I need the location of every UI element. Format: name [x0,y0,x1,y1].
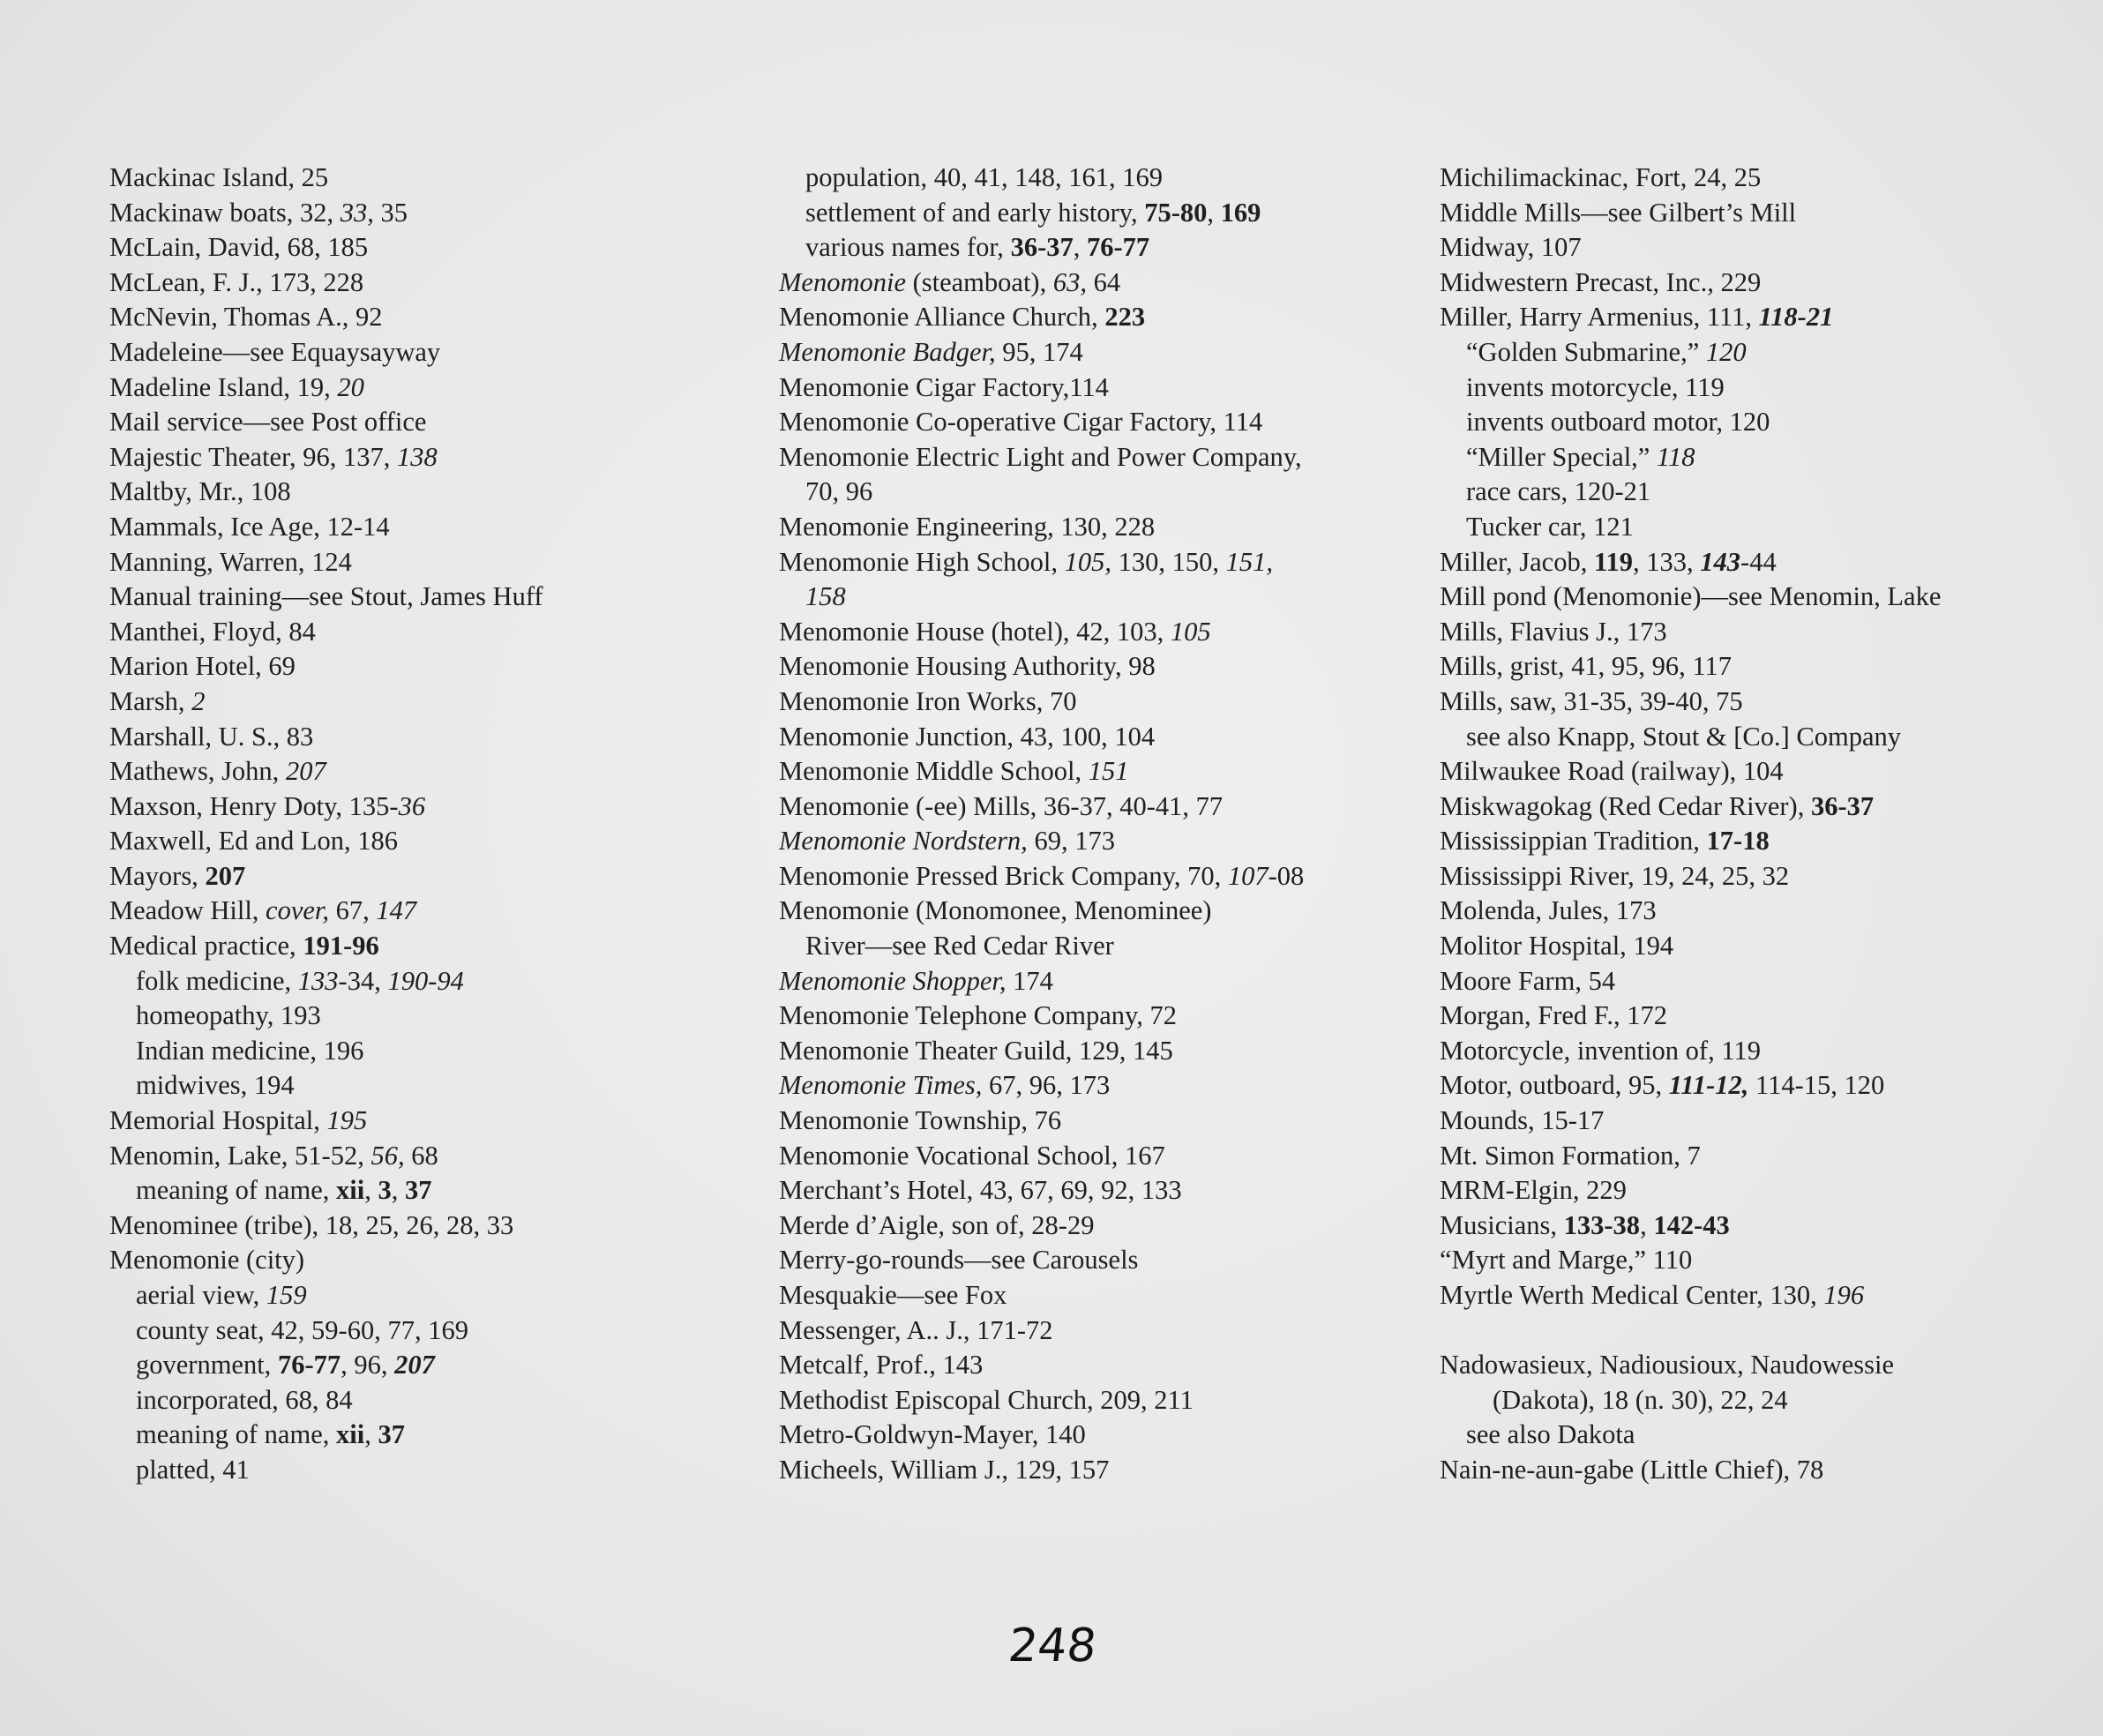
index-subentry: meaning of name, xii, 3, 37 [136,1175,432,1206]
page-number: 248 [1006,1620,1099,1672]
index-subentry: settlement of and early history, 75-80, 169 [805,197,1261,228]
index-entry: Menomonie Engineering, 130, 228 [779,511,1156,542]
index-entry: Menomonie Co-operative Cigar Factory, 114 [779,407,1263,438]
index-entry: Molitor Hospital, 194 [1440,931,1674,962]
index-entry: Nain-ne-aun-gabe (Little Chief), 78 [1440,1454,1824,1485]
index-entry: Manual training—see Stout, James Huff [109,581,543,612]
index-entry: Milwaukee Road (railway), 104 [1440,756,1784,787]
index-entry: Memorial Hospital, 195 [109,1105,368,1136]
index-entry: Motor, outboard, 95, 111-12, 114-15, 120 [1440,1070,1885,1101]
index-entry: Menomonie Shopper, 174 [779,965,1053,996]
index-entry-continuation: 158 [805,581,846,612]
index-entry: Micheels, William J., 129, 157 [779,1454,1110,1485]
index-entry: Mills, grist, 41, 95, 96, 117 [1440,651,1733,682]
index-subentry: invents outboard motor, 120 [1466,407,1770,438]
index-subentry: invents motorcycle, 119 [1466,371,1725,402]
index-entry: Menomonie Pressed Brick Company, 70, 107-08 [779,860,1305,891]
index-entry: Mt. Simon Formation, 7 [1440,1140,1701,1171]
index-gap [1440,1313,2092,1349]
index-entry: Mounds, 15-17 [1440,1105,1605,1136]
index-entry: MRM-Elgin, 229 [1440,1175,1627,1206]
index-subentry: race cars, 120-21 [1466,476,1651,507]
index-subentry: “Miller Special,” 118 [1466,441,1695,472]
index-entry: Moore Farm, 54 [1440,965,1616,996]
index-entry: Majestic Theater, 96, 137, 138 [109,441,438,472]
index-subentry: county seat, 42, 59-60, 77, 169 [136,1314,468,1345]
index-subentry: folk medicine, 133-34, 190-94 [136,965,464,996]
index-subentry: see also Knapp, Stout & [Co.] Company [1466,721,1902,752]
index-entry: Menomonie Badger, 95, 174 [779,336,1083,367]
index-entry-continuation: (Dakota), 18 (n. 30), 22, 24 [1493,1384,1788,1415]
index-entry: Musicians, 133-38, 142-43 [1440,1209,1730,1240]
index-entry: Menomonie House (hotel), 42, 103, 105 [779,616,1211,647]
index-entry: Morgan, Fred F., 172 [1440,1000,1667,1031]
index-entry: Maxson, Henry Doty, 135-36 [109,790,426,821]
index-entry: Metro-Goldwyn-Mayer, 140 [779,1419,1086,1450]
index-subentry: “Golden Submarine,” 120 [1466,336,1747,367]
index-subentry: platted, 41 [136,1454,250,1485]
index-entry: Menomonie (steamboat), 63, 64 [779,266,1121,297]
index-subentry: midwives, 194 [136,1070,295,1101]
index-column-3 [1440,161,2092,1488]
index-entry: Miller, Jacob, 119, 133, 143-44 [1440,546,1777,577]
index-entry: Merde d’Aigle, son of, 28-29 [779,1209,1095,1240]
index-column-1 [109,161,762,1488]
index-entry: McLain, David, 68, 185 [109,232,369,263]
index-entry: Medical practice, 191-96 [109,931,379,962]
index-entry: Myrtle Werth Medical Center, 130, 196 [1440,1280,1865,1310]
index-entry: Menomonie Township, 76 [779,1105,1062,1136]
index-entry: Mathews, John, 207 [109,756,326,787]
index-entry: Marshall, U. S., 83 [109,721,314,752]
index-entry: Miller, Harry Armenius, 111, 118-21 [1440,302,1834,333]
index-entry-continuation: River—see Red Cedar River [805,931,1114,962]
index-entry: Metcalf, Prof., 143 [779,1350,984,1381]
index-entry: Mississippian Tradition, 17-18 [1440,826,1770,857]
index-entry: Mackinaw boats, 32, 33, 35 [109,197,408,228]
index-entry: Middle Mills—see Gilbert’s Mill [1440,197,1797,228]
index-entry: Midwestern Precast, Inc., 229 [1440,266,1762,297]
index-entry: Michilimackinac, Fort, 24, 25 [1440,162,1762,192]
index-entry: Mayors, 207 [109,860,246,891]
index-entry: Menomonie Cigar Factory,114 [779,371,1109,402]
index-entry: Messenger, A.. J., 171-72 [779,1314,1053,1345]
index-entry: “Myrt and Marge,” 110 [1440,1245,1693,1276]
index-entry: Molenda, Jules, 173 [1440,895,1657,926]
index-entry: Merchant’s Hotel, 43, 67, 69, 92, 133 [779,1175,1182,1206]
index-entry: Menomonie Vocational School, 167 [779,1140,1165,1171]
index-entry: Mackinac Island, 25 [109,162,329,192]
index-entry: Marion Hotel, 69 [109,651,296,682]
index-entry: Mesquakie—see Fox [779,1280,1007,1310]
index-subentry: see also Dakota [1466,1419,1635,1450]
index-entry: Menomonie (-ee) Mills, 36-37, 40-41, 77 [779,790,1224,821]
index-subentry: Indian medicine, 196 [136,1035,364,1066]
index-subentry: meaning of name, xii, 37 [136,1419,405,1450]
index-entry: Madeleine—see Equaysayway [109,336,441,367]
index-entry: Manthei, Floyd, 84 [109,616,316,647]
index-entry: Marsh, 2 [109,685,206,716]
index-entry: Menomonie Nordstern, 69, 173 [779,826,1115,857]
index-entry: Mills, Flavius J., 173 [1440,616,1667,647]
index-entry: Menominee (tribe), 18, 25, 26, 28, 33 [109,1209,514,1240]
index-entry: Methodist Episcopal Church, 209, 211 [779,1384,1194,1415]
index-subentry: population, 40, 41, 148, 161, 169 [805,162,1163,192]
index-entry: Maxwell, Ed and Lon, 186 [109,826,398,857]
index-entry: Menomonie Telephone Company, 72 [779,1000,1178,1031]
index-entry: Miskwagokag (Red Cedar River), 36-37 [1440,790,1875,821]
index-entry: Madeline Island, 19, 20 [109,371,364,402]
index-subentry: government, 76-77, 96, 207 [136,1350,435,1381]
index-entry: Menomonie Electric Light and Power Company, [779,441,1302,472]
index-subentry: Tucker car, 121 [1466,511,1634,542]
index-entry: Manning, Warren, 124 [109,546,352,577]
index-entry: Mills, saw, 31-35, 39-40, 75 [1440,685,1743,716]
index-entry: Mississippi River, 19, 24, 25, 32 [1440,860,1790,891]
index-entry: Mammals, Ice Age, 12-14 [109,511,390,542]
index-entry: Menomonie Middle School, 151 [779,756,1129,787]
index-entry: Menomonie Alliance Church, 223 [779,302,1146,333]
index-subentry: various names for, 36-37, 76-77 [805,232,1150,263]
index-entry: Menomin, Lake, 51-52, 56, 68 [109,1140,438,1171]
index-entry: Nadowasieux, Nadiousioux, Naudowessie [1440,1350,1895,1381]
index-column-2 [779,161,1441,1488]
index-entry: Motorcycle, invention of, 119 [1440,1035,1761,1066]
index-entry-continuation: 70, 96 [805,476,873,507]
index-subentry: incorporated, 68, 84 [136,1384,353,1415]
index-entry: Mail service—see Post office [109,407,427,438]
index-entry: Menomonie Junction, 43, 100, 104 [779,721,1156,752]
index-entry: McLean, F. J., 173, 228 [109,266,364,297]
index-entry: Mill pond (Menomonie)—see Menomin, Lake [1440,581,1942,612]
index-entry: Menomonie (Monomonee, Menominee) [779,895,1212,926]
index-entry: Merry-go-rounds—see Carousels [779,1245,1139,1276]
index-entry: Menomonie Iron Works, 70 [779,685,1077,716]
index-entry: Menomonie Times, 67, 96, 173 [779,1070,1111,1101]
index-entry: Menomonie (city) [109,1245,305,1276]
index-entry: Maltby, Mr., 108 [109,476,291,507]
index-entry: Midway, 107 [1440,232,1582,263]
index-entry: Menomonie Theater Guild, 129, 145 [779,1035,1173,1066]
index-subentry: homeopathy, 193 [136,1000,321,1031]
index-entry: McNevin, Thomas A., 92 [109,302,383,333]
index-entry: Menomonie High School, 105, 130, 150, 151, [779,546,1273,577]
index-entry: Meadow Hill, cover, 67, 147 [109,895,417,926]
index-subentry: aerial view, 159 [136,1280,307,1310]
index-entry: Menomonie Housing Authority, 98 [779,651,1156,682]
